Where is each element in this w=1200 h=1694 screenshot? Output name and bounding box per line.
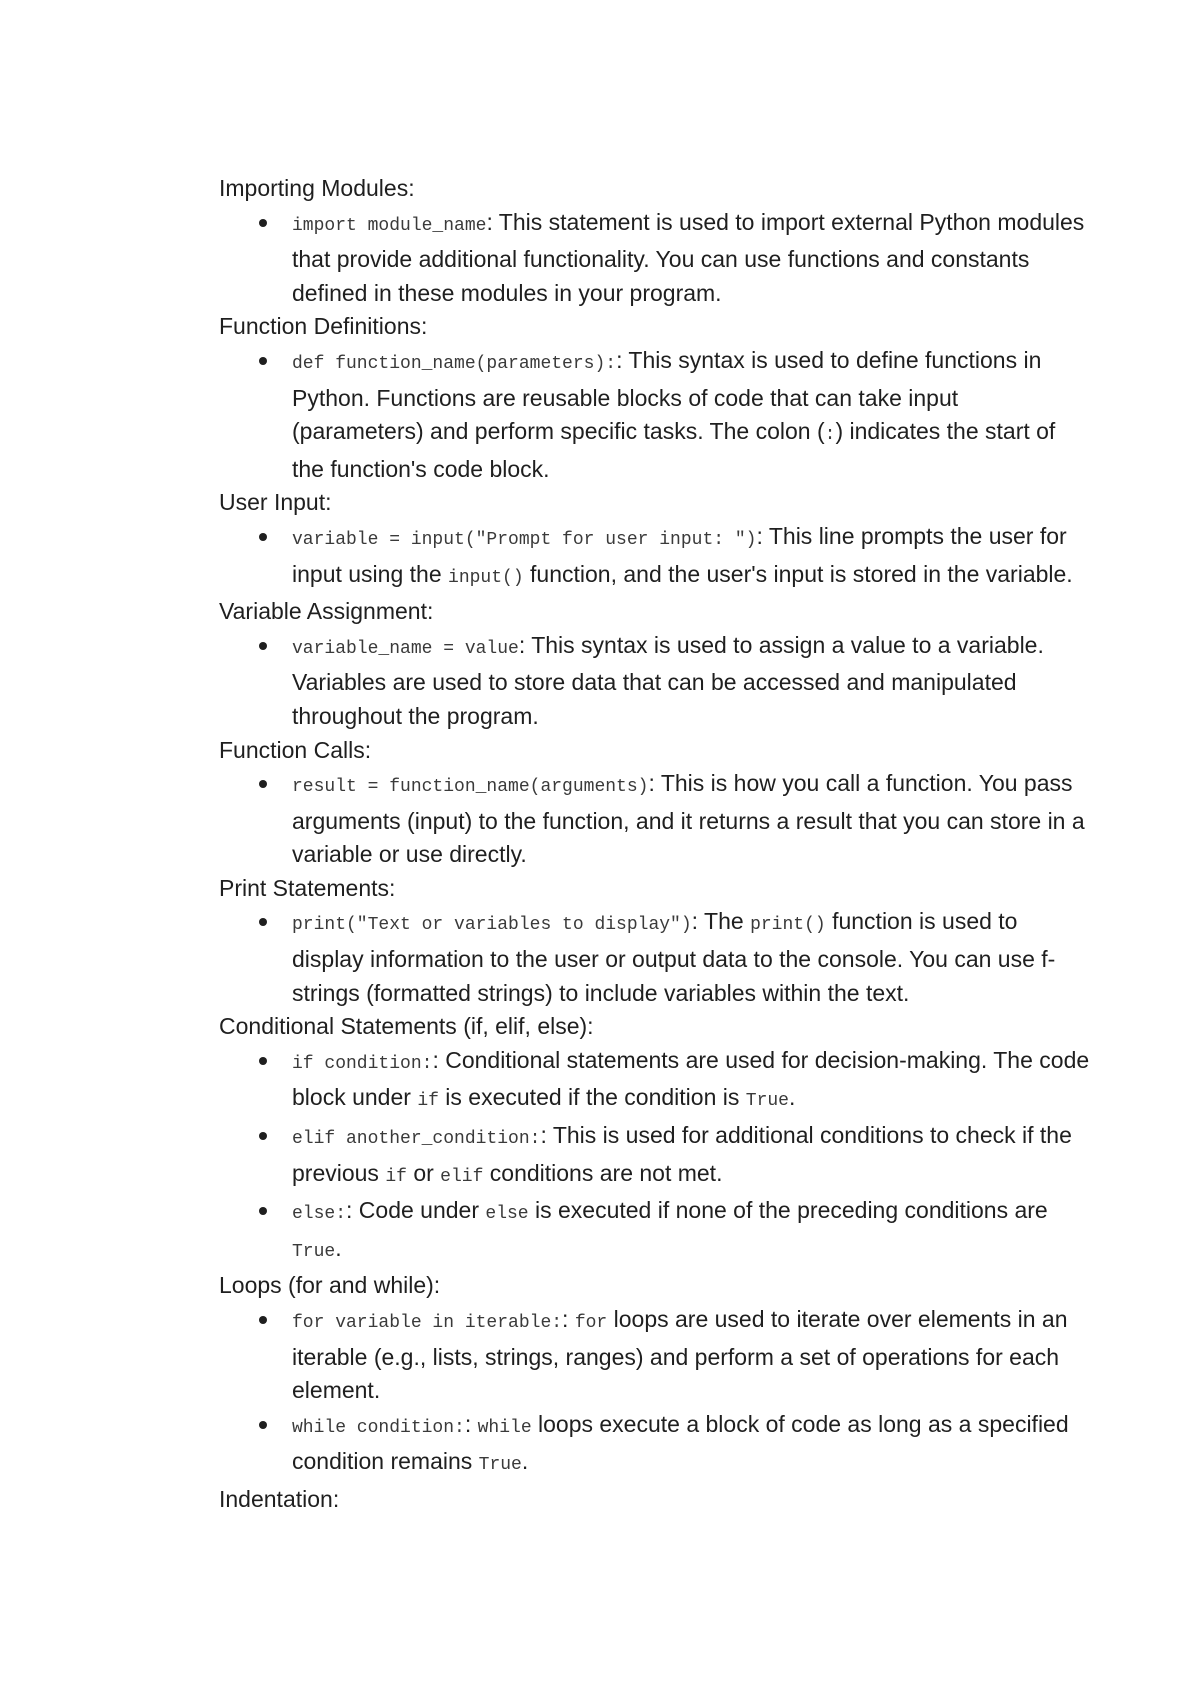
list-item — [219, 767, 1092, 872]
section-heading: Conditional Statements (if, elif, else): — [219, 1013, 594, 1040]
list-item — [219, 206, 1092, 311]
bullet-list — [219, 629, 1099, 734]
item-text: function is used to display information to the user or output data to the console. You can use f-strings (formatted strings) to include variables within the text. — [292, 908, 1056, 1006]
inline-code: print() — [750, 915, 826, 936]
list-item — [219, 1119, 1092, 1194]
list-item — [219, 905, 1092, 1010]
inline-code: result = function_name(arguments) — [292, 777, 649, 798]
item-text: : — [562, 1306, 575, 1332]
item-text: loops are used to iterate over elements in an iterable (e.g., lists, strings, ranges) and perform a set of operations for each element. — [292, 1306, 1068, 1404]
item-text: . — [788, 1084, 796, 1111]
item-text: loops execute a block of code as long as a specified condition remains — [292, 1410, 1069, 1475]
bullet-list — [219, 344, 1099, 486]
document-body — [219, 172, 1099, 1517]
inline-code: for variable in iterable: — [292, 1313, 563, 1333]
list-item — [219, 1303, 1092, 1408]
item-text: is executed if the condition is — [438, 1084, 746, 1111]
inline-code: elif another_condition: — [292, 1129, 541, 1150]
inline-code: for — [574, 1313, 608, 1333]
inline-code: True — [745, 1091, 789, 1112]
item-text: is executed if none of the preceding conditions are — [528, 1197, 1048, 1224]
bullet-list — [219, 1303, 1099, 1483]
section-heading: Function Calls: — [219, 736, 372, 763]
inline-code: else: — [292, 1204, 347, 1225]
bullet-list — [219, 767, 1099, 872]
inline-code: elif — [440, 1166, 484, 1187]
bullet-icon — [259, 642, 267, 650]
inline-code: True — [478, 1455, 522, 1476]
bullet-icon — [259, 357, 267, 365]
item-text: conditions are not met. — [483, 1159, 723, 1186]
section-heading: Print Statements: — [219, 874, 396, 901]
item-text: : — [464, 1410, 478, 1437]
bullet-list — [219, 206, 1099, 311]
item-text: : This syntax is used to assign a value to a variable. Variables are used to store data that can be accessed and manipulated throughout the program. — [292, 631, 1044, 729]
bullet-list — [219, 520, 1099, 595]
section-heading: Variable Assignment: — [219, 598, 434, 625]
inline-code: if — [417, 1091, 439, 1112]
inline-code: if condition: — [292, 1053, 433, 1074]
list-item — [219, 1044, 1092, 1119]
item-text: : This syntax is used to define functions in Python. Functions are reusable blocks of code that can take input (parameters) and perform specific tasks. The colon ( — [292, 346, 1042, 445]
inline-code: def function_name(parameters): — [292, 353, 617, 374]
item-text: : This is used for additional conditions to check if the previous — [292, 1122, 1072, 1186]
list-item — [219, 1194, 1092, 1269]
item-text: : The — [691, 908, 751, 935]
inline-code: print("Text or variables to display") — [292, 915, 692, 936]
inline-code: else — [485, 1204, 529, 1225]
bullet-list — [219, 1044, 1099, 1270]
bullet-icon — [259, 533, 267, 541]
item-text: : This line prompts the user for input using the — [292, 522, 1067, 587]
inline-code: input() — [448, 567, 524, 588]
item-text: : Conditional statements are used for decision-making. The code block under — [292, 1046, 1090, 1111]
bullet-icon — [259, 1207, 267, 1215]
inline-code: variable_name = value — [292, 638, 519, 659]
section-heading: Indentation: — [219, 1485, 340, 1512]
section-heading: Importing Modules: — [219, 175, 415, 201]
section-heading: Loops (for and while): — [219, 1272, 441, 1299]
bullet-icon — [259, 219, 267, 227]
list-item — [219, 520, 1092, 595]
bullet-icon — [259, 1421, 267, 1429]
inline-code: while — [477, 1417, 532, 1438]
item-text: : This is how you call a function. You pass arguments (input) to the function, and it returns a result that you can store in a variable or use directly. — [292, 770, 1085, 868]
inline-code: : — [824, 425, 836, 446]
item-text: . — [521, 1448, 529, 1475]
inline-code: True — [292, 1241, 336, 1262]
list-item — [219, 344, 1092, 486]
section-heading: User Input: — [219, 489, 332, 516]
bullet-icon — [259, 918, 267, 926]
bullet-icon — [259, 780, 267, 788]
list-item — [219, 1408, 1092, 1483]
item-text: or — [406, 1159, 441, 1186]
bullet-icon — [259, 1057, 267, 1065]
section-heading: Function Definitions: — [219, 313, 428, 340]
bullet-icon — [259, 1132, 267, 1140]
bullet-list — [219, 905, 1099, 1010]
inline-code: if — [385, 1166, 407, 1187]
inline-code: import module_name — [292, 215, 487, 236]
inline-code: while condition: — [292, 1417, 465, 1438]
inline-code: variable = input("Prompt for user input: ") — [292, 529, 757, 550]
item-text: : Code under — [346, 1197, 486, 1224]
item-text: : This statement is used to import external Python modules that provide additional functionality. You can use functions and constants defined in these modules in your program. — [292, 208, 1085, 306]
list-item — [219, 629, 1092, 734]
bullet-icon — [259, 1316, 267, 1324]
item-text: function, and the user's input is stored in the variable. — [523, 560, 1073, 587]
item-text: ) indicates the start of the function's code block. — [292, 418, 1056, 482]
item-text: . — [335, 1234, 342, 1261]
